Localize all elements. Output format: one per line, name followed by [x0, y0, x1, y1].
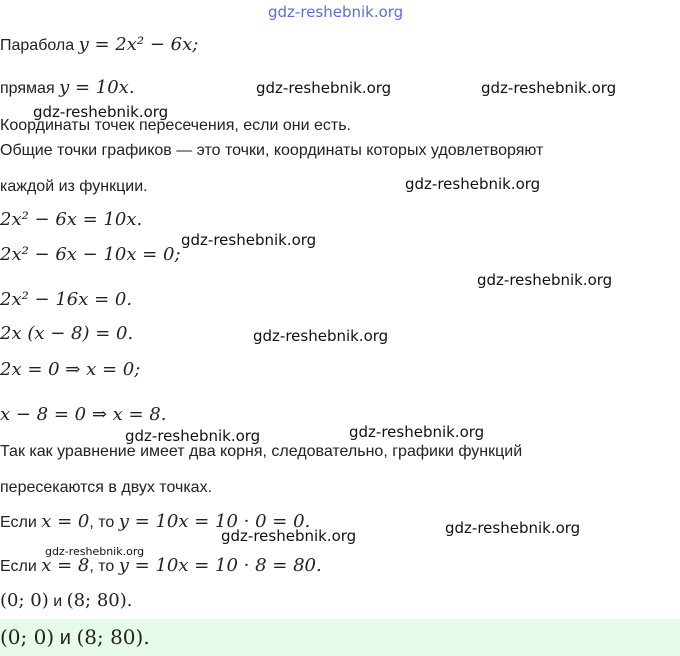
- and-label: и: [48, 593, 67, 610]
- watermark: gdz-reshebnik.org: [256, 79, 392, 97]
- case-then-label: , то: [89, 514, 119, 531]
- equation-step-4: 2x (x − 8) = 0.: [0, 323, 134, 344]
- line-line: [0, 78, 135, 99]
- answer-point-b: (8; 80).: [76, 625, 150, 649]
- case-if-label: Если: [0, 514, 42, 531]
- equation-step-3: 2x² − 16x = 0.: [0, 289, 133, 310]
- equation-root-2: x − 8 = 0 ⇒ x = 8.: [0, 404, 167, 425]
- watermark: gdz-reshebnik.org: [221, 527, 357, 545]
- parabola-label: Парабола: [0, 37, 79, 54]
- line-label: прямая: [0, 80, 60, 97]
- case-x-value: x = 8: [41, 555, 90, 576]
- point-a: (0; 0): [0, 590, 49, 611]
- line-parabola: [0, 35, 198, 56]
- answer-point-a: (0; 0): [0, 625, 55, 649]
- watermark: gdz-reshebnik.org: [125, 427, 261, 445]
- case-then-label: , то: [89, 558, 119, 575]
- watermark-top: gdz-reshebnik.org: [268, 3, 404, 21]
- equation-step-2: 2x² − 6x − 10x = 0;: [0, 244, 181, 265]
- watermark: gdz-reshebnik.org: [253, 327, 389, 345]
- case-y-value: y = 10x = 10 · 0 = 0.: [118, 511, 311, 532]
- case-y-value: y = 10x = 10 · 8 = 80.: [118, 555, 322, 576]
- watermark: gdz-reshebnik.org: [445, 519, 581, 537]
- watermark: gdz-reshebnik.org: [477, 271, 613, 289]
- line-conclusion-cont: пересекаются в двух точках.: [0, 479, 213, 496]
- watermark: gdz-reshebnik.org: [481, 79, 617, 97]
- watermark: gdz-reshebnik.org: [33, 103, 169, 121]
- case-x-value: x = 0: [41, 511, 90, 532]
- line-points: [0, 591, 133, 612]
- watermark: gdz-reshebnik.org: [45, 545, 145, 558]
- line-explanation-cont: каждой из функции.: [0, 178, 148, 195]
- line-conclusion: Так как уравнение имеет два корня, следовательно, графики функций: [0, 443, 523, 460]
- point-b: (8; 80).: [66, 590, 133, 611]
- case-if-label: Если: [0, 558, 42, 575]
- line-explanation: Общие точки графиков — это точки, координаты которых удовлетворяют: [0, 142, 544, 159]
- equation-root-1: 2x = 0 ⇒ x = 0;: [0, 359, 141, 380]
- line-case-x8: [0, 556, 322, 577]
- equation-step-1: 2x² − 6x = 10x.: [0, 209, 143, 230]
- watermark: gdz-reshebnik.org: [181, 231, 317, 249]
- answer-and-label: и: [54, 627, 77, 649]
- watermark: gdz-reshebnik.org: [405, 175, 541, 193]
- line-intersection-title: Координаты точек пересечения, если они есть.: [0, 117, 351, 134]
- answer-box: [0, 619, 680, 656]
- answer-line: [0, 627, 150, 648]
- parabola-equation: y = 2x² − 6x;: [78, 34, 199, 55]
- watermark: gdz-reshebnik.org: [349, 423, 485, 441]
- line-equation: y = 10x.: [59, 77, 135, 98]
